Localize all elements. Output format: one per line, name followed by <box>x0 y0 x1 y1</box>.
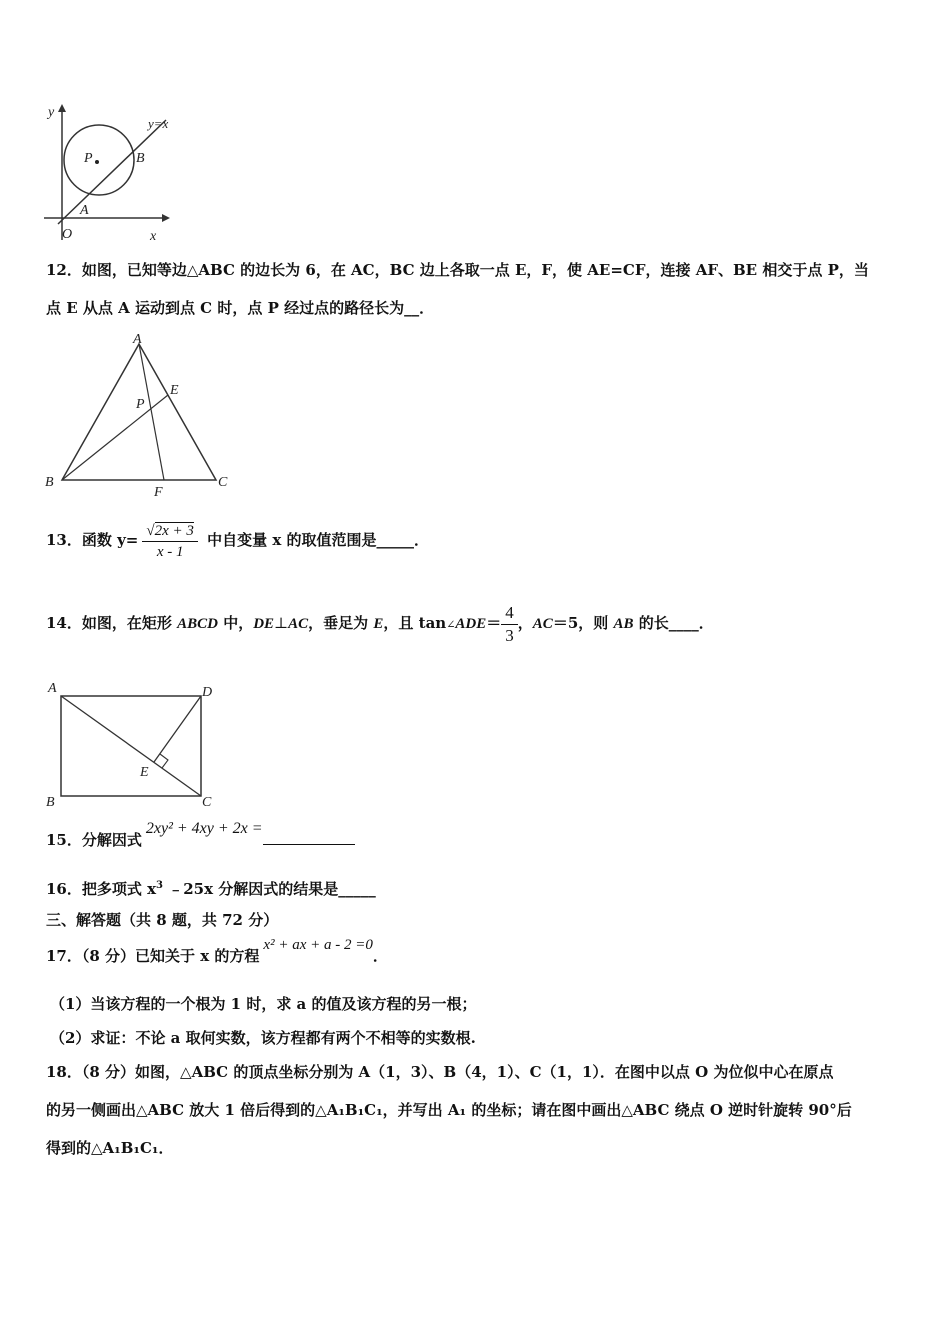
q13-prefix: 13．函数 y= <box>46 531 139 549</box>
q18-line2: 的另一侧画出△ABC 放大 1 倍后得到的△A₁B₁C₁，并写出 A₁ 的坐标；请在图中画出△ABC 绕点 O 逆时针旋转 90°后 <box>46 1101 852 1119</box>
q17-prefix: 17．（8 分）已知关于 x 的方程 <box>46 947 260 965</box>
label-a: A <box>133 332 142 347</box>
y-axis-arrow <box>58 104 66 112</box>
label-o: O <box>62 227 73 242</box>
q16-sup: 3 <box>156 880 164 891</box>
label-b: B <box>45 475 54 490</box>
label-a: A <box>80 203 89 218</box>
q18-line1: 18．（8 分）如图，△ABC 的顶点坐标分别为 A（1，3）、B（4，1）、C（1，1）．在图中以点 O 为位似中心在原点 <box>46 1063 834 1081</box>
right-angle-mark <box>160 754 168 768</box>
figure-q11 <box>40 98 180 246</box>
q14-de: DE <box>253 616 275 632</box>
q17-expression: x² + ax + a - 2 =0 <box>263 937 373 953</box>
figure-q14 <box>42 676 232 808</box>
label-c: C <box>218 475 228 490</box>
q14-ac2: AC <box>532 616 553 632</box>
q14-prefix: 14．如图，在矩形 <box>46 614 178 632</box>
q14-num: 4 <box>505 602 514 622</box>
label-f: F <box>154 485 163 500</box>
q13-denominator: x - 1 <box>142 541 198 562</box>
q13-suffix: 中自变量 x 的取值范围是_____． <box>201 531 430 549</box>
q14-ac: AC <box>288 616 309 632</box>
q17-part2: （2）求证：不论 a 取何实数，该方程都有两个不相等的实数根. <box>50 1029 476 1047</box>
q13-numerator: √2x + 3 <box>146 522 194 539</box>
label-b: B <box>136 151 145 166</box>
q17-part1: （1）当该方程的一个根为 1 时，求 a 的值及该方程的另一根； <box>50 995 477 1013</box>
label-b: B <box>46 795 55 808</box>
triangle-abc <box>62 344 216 480</box>
q14-mid2: ，垂足为 <box>308 614 374 632</box>
figure-q12 <box>42 330 242 502</box>
q14-e: E <box>373 616 384 632</box>
label-e: E <box>140 765 149 780</box>
q13-radicand: 2x + 3 <box>154 522 194 539</box>
q14-tail1: ， <box>517 614 533 632</box>
q16 <box>46 876 376 899</box>
q14-perp: ⊥ <box>274 616 289 632</box>
figure-q12-svg <box>42 330 242 502</box>
q12-line2: 点 E 从点 A 运动到点 C 时，点 P 经过点的路径长为__． <box>46 299 435 317</box>
q15-prefix: 15．分解因式 <box>46 831 142 849</box>
q14-angle: ∠ <box>446 619 456 631</box>
q14-mid3: ，且 tan <box>383 614 447 632</box>
label-x: x <box>150 229 157 244</box>
q15 <box>46 818 355 854</box>
figure-q14-svg <box>42 676 232 808</box>
label-e: E <box>170 383 179 398</box>
q16-prefix: 16．把多项式 x <box>46 880 157 898</box>
q14-ade: ADE <box>455 616 487 632</box>
q15-answer-blank <box>263 830 355 845</box>
q14-tail2: ＝5，则 <box>552 614 614 632</box>
label-p: P <box>84 151 93 166</box>
q12-line1: 12．如图，已知等边△ABC 的边长为 6，在 AC，BC 边上各取一点 E，F，使 AE=CF，连接 AF、BE 相交于点 P，当 <box>46 261 869 279</box>
q14-eq: ＝ <box>486 614 502 632</box>
label-d: D <box>202 685 213 700</box>
q13 <box>46 514 429 566</box>
label-yeqx: y=x <box>148 116 169 131</box>
q14-fraction <box>501 602 518 647</box>
label-y: y <box>48 105 55 120</box>
point-p <box>95 160 99 164</box>
q17-end: ． <box>372 947 388 965</box>
diagonal-ac <box>61 696 201 796</box>
q17 <box>46 934 388 974</box>
q13-fraction <box>142 521 198 562</box>
label-p: P <box>136 397 145 412</box>
q14-den: 3 <box>501 624 518 647</box>
segment-be <box>62 395 168 480</box>
x-axis-arrow <box>162 214 170 222</box>
label-a: A <box>48 681 57 696</box>
q14-mid1: 中， <box>217 614 254 632</box>
label-c: C <box>202 795 212 808</box>
q14-ab: AB <box>613 616 634 632</box>
q16-rest: ﹣25x 分解因式的结果是_____ <box>163 880 376 898</box>
q18-line3: 得到的△A₁B₁C₁． <box>46 1139 174 1157</box>
segment-af <box>139 344 164 480</box>
q14-abcd: ABCD <box>177 616 218 632</box>
figure-q11-svg <box>40 98 180 246</box>
segment-de <box>154 696 201 762</box>
q15-expression: 2xy² + 4xy + 2x = <box>145 820 263 837</box>
section-heading: 三、解答题（共 8 题，共 72 分） <box>46 911 279 929</box>
q14-tail3: 的长____． <box>633 614 714 632</box>
q14 <box>46 598 714 648</box>
